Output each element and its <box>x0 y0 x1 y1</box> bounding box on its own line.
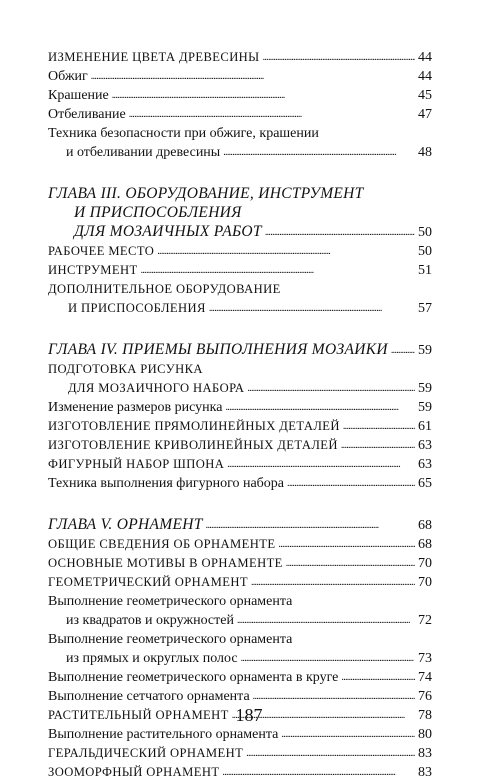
toc-entry-title: Выполнение сетчатого орнамента <box>48 689 250 704</box>
toc-page-number: 68 <box>418 518 432 533</box>
toc-page-number: 73 <box>418 651 432 666</box>
dot-leader <box>246 746 415 760</box>
toc-entry-title: и отбеливании древесины <box>66 145 221 160</box>
toc-entry-title: Отбеливание <box>48 107 126 122</box>
toc-chapter-heading <box>48 340 432 360</box>
toc-page-number: 63 <box>418 438 432 453</box>
section-spacer <box>48 493 432 515</box>
dot-leader <box>391 342 415 356</box>
toc-page-number: 70 <box>418 575 432 590</box>
toc-page-number: 65 <box>418 476 432 491</box>
dot-leader <box>287 476 415 490</box>
toc-entry <box>48 535 432 554</box>
toc-entry-title: Крашение <box>48 88 109 103</box>
toc-entry <box>48 105 432 124</box>
dot-leader <box>253 689 415 703</box>
toc-entry-title: РАСТИТЕЛЬНЫЙ ОРНАМЕНТ <box>48 708 229 722</box>
toc-entry <box>48 67 432 86</box>
toc-entry <box>48 124 432 162</box>
toc-entry-title: ИЗГОТОВЛЕНИЕ ПРЯМОЛИНЕЙНЫХ ДЕТАЛЕЙ <box>48 419 340 433</box>
dot-leader <box>141 263 415 277</box>
section-spacer <box>48 162 432 184</box>
toc-entry <box>48 242 432 261</box>
toc-entry <box>48 86 432 105</box>
dot-leader <box>286 556 415 570</box>
toc-entry-title: Обжиг <box>48 69 88 84</box>
toc-entry-title: ГЛАВА III. ОБОРУДОВАНИЕ, ИНСТРУМЕНТ <box>48 185 364 202</box>
toc-entry-title: Техника безопасности при обжиге, крашении <box>48 126 319 141</box>
toc-page-number: 59 <box>418 343 432 358</box>
toc-page-number: 44 <box>418 50 432 65</box>
toc-page-number: 61 <box>418 419 432 434</box>
dot-leader <box>157 244 415 258</box>
toc-entry <box>48 573 432 592</box>
toc-page-number: 74 <box>418 670 432 685</box>
toc-page-number: 72 <box>418 613 432 628</box>
toc-page-number: 59 <box>418 400 432 415</box>
dot-leader <box>241 651 415 665</box>
toc-chapter-heading <box>48 515 432 535</box>
toc-entry-title: ГЛАВА V. ОРНАМЕНТ <box>48 516 203 533</box>
toc-entry <box>48 687 432 706</box>
dot-leader <box>265 224 415 238</box>
toc-entry-title: ИНСТРУМЕНТ <box>48 263 138 277</box>
toc-entry <box>48 725 432 744</box>
toc-entry <box>48 436 432 455</box>
toc-entry-title: ДОПОЛНИТЕЛЬНОЕ ОБОРУДОВАНИЕ <box>48 282 281 296</box>
toc-entry-title: ДЛЯ МОЗАИЧНОГО НАБОРА <box>68 381 245 395</box>
toc-page-number: 80 <box>418 727 432 742</box>
toc-page-number: 50 <box>418 225 432 240</box>
toc-entry-title: из квадратов и окружностей <box>66 613 234 628</box>
dot-leader <box>112 88 415 102</box>
dot-leader <box>222 765 415 779</box>
toc-page-number: 45 <box>418 88 432 103</box>
dot-leader <box>251 575 415 589</box>
toc-entry-title: Выполнение растительного орнамента <box>48 727 279 742</box>
toc-entry <box>48 592 432 630</box>
dot-leader <box>225 400 415 414</box>
dot-leader <box>343 419 415 433</box>
toc-entry-title: И ПРИСПОСОБЛЕНИЯ <box>74 204 242 221</box>
dot-leader <box>91 69 415 83</box>
dot-leader <box>341 670 415 684</box>
dot-leader <box>263 50 415 64</box>
toc-entry <box>48 360 432 398</box>
toc-entry-title: Выполнение геометрического орнамента в круге <box>48 670 339 685</box>
toc-entry-title: ФИГУРНЫЙ НАБОР ШПОНА <box>48 457 225 471</box>
toc-entry-title: И ПРИСПОСОБЛЕНИЯ <box>68 301 206 315</box>
toc-entry <box>48 554 432 573</box>
toc-entry-title: ОБЩИЕ СВЕДЕНИЯ ОБ ОРНАМЕНТЕ <box>48 537 276 551</box>
toc-entry <box>48 474 432 493</box>
toc-entry-title: ОСНОВНЫЕ МОТИВЫ В ОРНАМЕНТЕ <box>48 556 283 570</box>
toc-entry <box>48 417 432 436</box>
table-of-contents <box>48 48 432 782</box>
toc-page-number: 68 <box>418 537 432 552</box>
toc-entry-title: из прямых и округлых полос <box>66 651 238 666</box>
toc-entry-title: Выполнение геометрического орнамента <box>48 594 293 609</box>
toc-page-number: 76 <box>418 689 432 704</box>
toc-entry-title: ПОДГОТОВКА РИСУНКА <box>48 362 203 376</box>
toc-chapter-heading <box>48 184 432 242</box>
dot-leader <box>129 107 415 121</box>
toc-page-number: 57 <box>418 301 432 316</box>
toc-entry-title: РАБОЧЕЕ МЕСТО <box>48 244 155 258</box>
toc-page-number: 78 <box>418 708 432 723</box>
section-spacer <box>48 318 432 340</box>
toc-page-number: 51 <box>418 263 432 278</box>
toc-entry <box>48 630 432 668</box>
dot-leader <box>247 381 415 395</box>
toc-page-number: 63 <box>418 457 432 472</box>
toc-page-number: 48 <box>418 145 432 160</box>
toc-entry <box>48 280 432 318</box>
dot-leader <box>281 727 415 741</box>
toc-entry <box>48 261 432 280</box>
toc-entry-title: ГЕОМЕТРИЧЕСКИЙ ОРНАМЕНТ <box>48 575 248 589</box>
toc-entry-title: Техника выполнения фигурного набора <box>48 476 285 491</box>
dot-leader <box>209 301 415 315</box>
toc-entry-title: Выполнение геометрического орнамента <box>48 632 293 647</box>
toc-page-number: 44 <box>418 69 432 84</box>
toc-page-number: 59 <box>418 381 432 396</box>
toc-entry-title: ГЕРАЛЬДИЧЕСКИЙ ОРНАМЕНТ <box>48 746 244 760</box>
dot-leader <box>223 145 415 159</box>
toc-entry-title: Изменение размеров рисунка <box>48 400 223 415</box>
toc-page-number: 47 <box>418 107 432 122</box>
toc-entry-title: ЗООМОРФНЫЙ ОРНАМЕНТ <box>48 765 220 779</box>
toc-entry-title: ГЛАВА IV. ПРИЕМЫ ВЫПОЛНЕНИЯ МОЗАИКИ <box>48 341 388 358</box>
dot-leader <box>206 517 415 531</box>
page-number: 187 <box>235 705 263 725</box>
toc-entry <box>48 455 432 474</box>
toc-entry-title: ДЛЯ МОЗАИЧНЫХ РАБОТ <box>74 223 262 240</box>
dot-leader <box>278 537 415 551</box>
dot-leader <box>227 457 415 471</box>
toc-page-number: 83 <box>418 765 432 780</box>
toc-page-number: 83 <box>418 746 432 761</box>
toc-page-number: 50 <box>418 244 432 259</box>
dot-leader <box>341 438 415 452</box>
toc-entry <box>48 744 432 763</box>
toc-entry <box>48 48 432 67</box>
dot-leader <box>237 613 415 627</box>
toc-entry-title: ИЗГОТОВЛЕНИЕ КРИВОЛИНЕЙНЫХ ДЕТАЛЕЙ <box>48 438 338 452</box>
toc-page-number: 70 <box>418 556 432 571</box>
toc-entry <box>48 668 432 687</box>
toc-entry-title: ИЗМЕНЕНИЕ ЦВЕТА ДРЕВЕСИНЫ <box>48 50 260 64</box>
toc-entry <box>48 398 432 417</box>
